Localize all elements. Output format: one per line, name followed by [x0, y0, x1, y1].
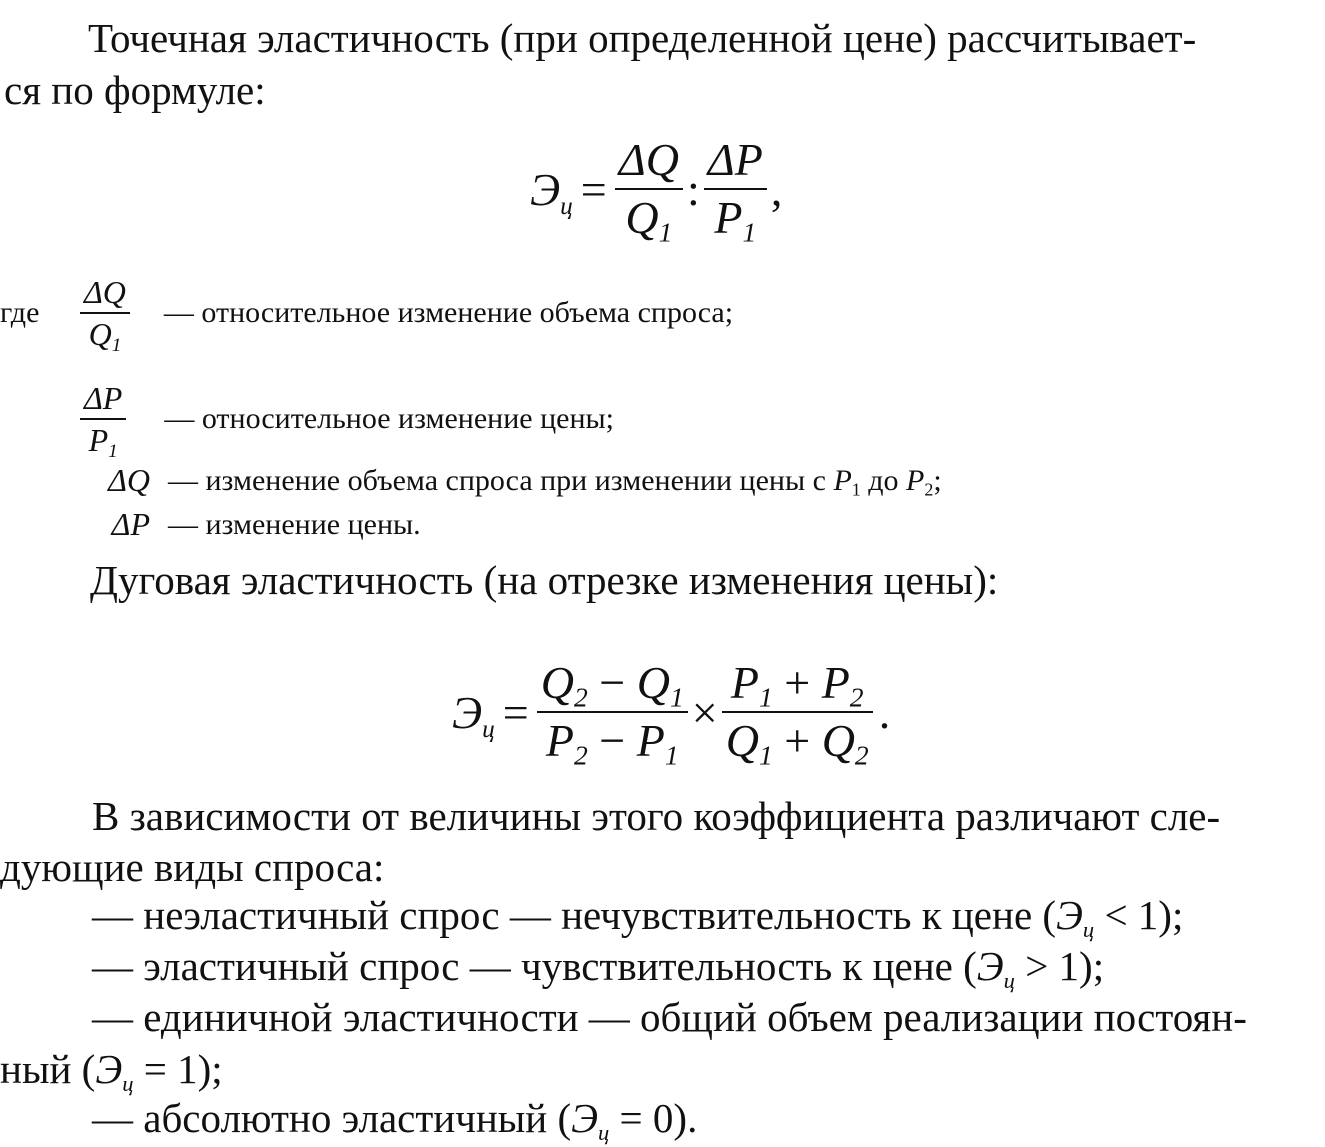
formula2-lhs: $Э_ц$: [452, 686, 495, 743]
arc-elasticity-formula: [452, 655, 890, 769]
list-item-inelastic: — неэластичный спрос — нечувствительность к цене $(Э_ц < 1)$;: [92, 892, 1184, 942]
paragraph1-line2: ся по формуле:: [4, 67, 266, 113]
paragraph2-line1: Дуговая эластичность (на отрезке изменения цены):: [90, 557, 999, 603]
legend4-description: — изменение цены.: [168, 507, 421, 541]
formula2-equals: =: [502, 686, 529, 738]
paragraph3-line1: В зависимости от величины этого коэффициента различают сле-: [92, 793, 1221, 839]
formula1-lhs: $Э_ц$: [530, 163, 573, 220]
legend1-description: — относительное изменение объема спроса;: [163, 296, 734, 329]
legend1-fraction: $\frac{\Delta Q}{Q_1}$: [80, 272, 130, 354]
point-elasticity-formula: [530, 132, 782, 246]
legend-row-1: [0, 272, 733, 354]
formula1-divide: :: [686, 163, 700, 215]
legend-row-3: [80, 462, 942, 499]
formula2-fraction-1: $\frac{Q_2 - Q_1}{P_2 - P_1}$: [537, 655, 688, 769]
formula2-period: .: [878, 686, 891, 738]
formula1-fraction-dq-q1: $\frac{\Delta Q}{Q_1}$: [615, 132, 683, 246]
list-item-unit-elastic-cont: ный $(Э_ц = 1)$;: [0, 1046, 223, 1096]
legend-where-label: где: [0, 296, 40, 329]
legend3-symbol: ΔQ: [108, 462, 150, 498]
formula1-fraction-dp-p1: $\frac{\Delta P}{P_1}$: [704, 132, 767, 246]
formula1-comma: ,: [770, 163, 783, 215]
list-item-absolute-elastic: — абсолютно эластичный $(Э_ц = 0)$.: [92, 1095, 698, 1145]
legend-row-2: [80, 378, 614, 460]
paragraph3-line2: дующие виды спроса:: [0, 844, 385, 890]
legend4-symbol: ΔP: [111, 506, 150, 542]
formula1-equals: =: [580, 163, 607, 215]
formula2-fraction-2: $\frac{P_1 + P_2}{Q_1 + Q_2}$: [722, 655, 873, 769]
list-item-unit-elastic: — единичной эластичности — общий объем реализации постоян-: [92, 994, 1247, 1040]
legend2-fraction: $\frac{\Delta P}{P_1}$: [80, 378, 126, 460]
legend3-description: — изменение объема спроса при изменении цены с $P_1$ до $P_2$;: [168, 463, 942, 499]
paragraph1-line1: Точечная эластичность (при определенной цене) рассчитывает-: [88, 15, 1197, 61]
formula2-times: ×: [691, 686, 718, 738]
legend2-description: — относительное изменение цены;: [164, 402, 615, 435]
list-item-elastic: — эластичный спрос — чувствительность к цене $(Э_ц > 1)$;: [92, 943, 1105, 993]
legend-row-4: [80, 506, 421, 543]
